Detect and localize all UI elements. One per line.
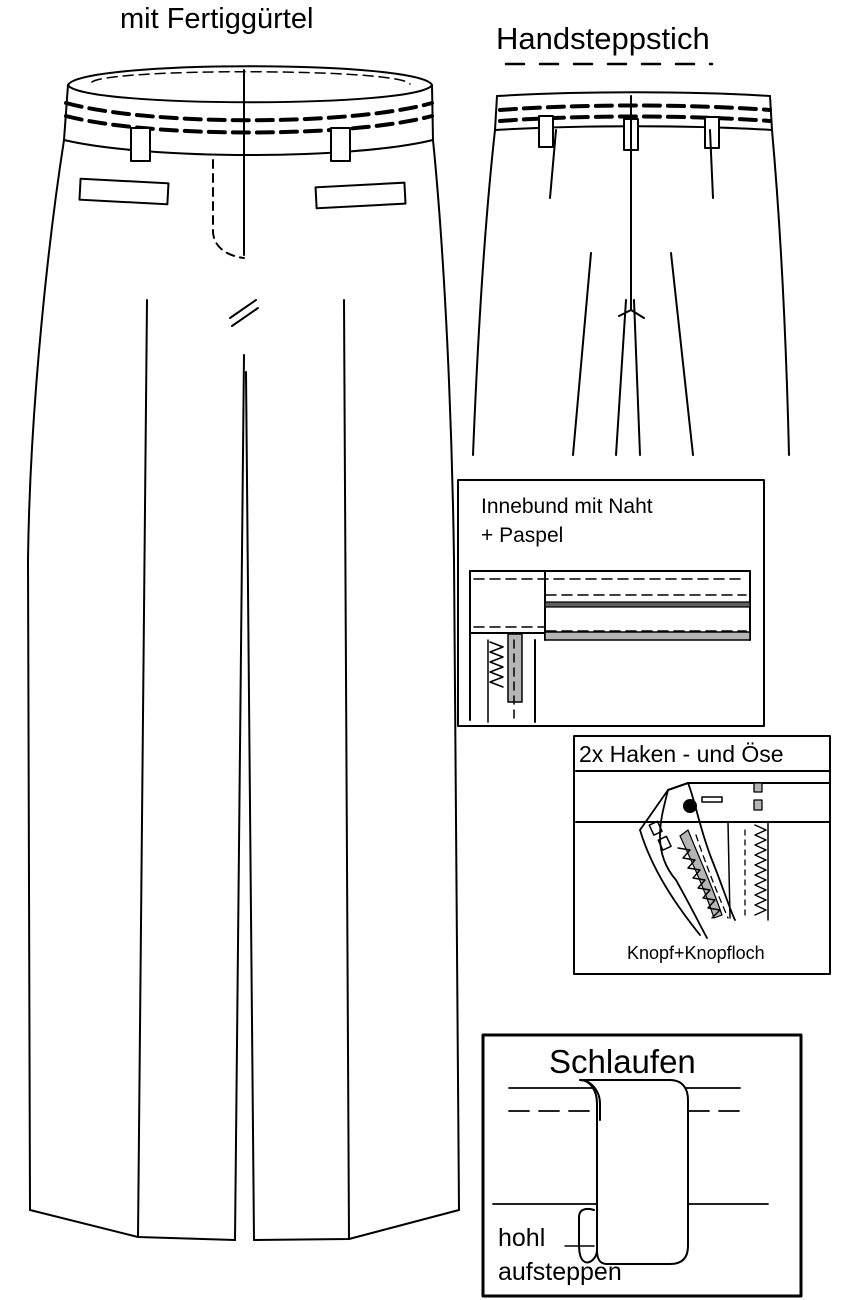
back-waistband-side-right — [770, 96, 772, 130]
back-waistband-top — [497, 92, 770, 96]
front-pocket-right — [316, 183, 406, 209]
front-fly-stitch — [213, 160, 244, 258]
belt-loop-label-line2: aufsteppen — [498, 1258, 622, 1286]
hook-flap-join — [668, 783, 688, 790]
back-crotch-right — [631, 310, 644, 318]
front-inseam-left — [235, 355, 244, 1240]
hook-zipper-teeth — [755, 825, 766, 915]
back-inseam-left — [616, 300, 626, 455]
inner-piping-upper — [545, 602, 750, 607]
back-view-title: Handsteppstich — [496, 21, 710, 56]
inner-zipper-tape — [508, 634, 522, 702]
back-side-seam-left — [473, 130, 495, 455]
front-waistband-side-left — [64, 85, 68, 140]
front-waistband-top — [68, 66, 432, 102]
front-waistband-side-right — [432, 85, 433, 140]
front-waistband-bottom — [64, 140, 433, 155]
hook-eye-bar — [702, 797, 722, 802]
hook-panel — [574, 736, 830, 974]
hook-detail-caption: Knopf+Knopfloch — [627, 943, 765, 963]
hook-detail-title: 2x Haken - und Öse — [579, 741, 784, 767]
back-inseam-right — [634, 300, 640, 455]
loop-bottom-fold — [579, 1209, 597, 1262]
loop-body — [580, 1080, 688, 1264]
front-side-seam-right — [433, 140, 459, 1210]
front-hem-right — [254, 1210, 459, 1240]
inner-zipper-teeth — [490, 642, 503, 687]
belt-loop-title: Schlaufen — [549, 1043, 696, 1080]
belt-loop-label-line1: hohl — [498, 1224, 546, 1252]
back-waistband-stitch-1 — [500, 106, 770, 111]
front-hem-left — [30, 1210, 235, 1240]
back-waistband-side-left — [495, 96, 497, 130]
back-belt-loop-left — [539, 116, 553, 147]
back-belt-loop-right — [705, 117, 719, 148]
front-belt-loop-left — [131, 128, 150, 161]
front-waistband-stitch-1 — [66, 103, 432, 120]
front-trousers — [28, 66, 459, 1240]
back-leg-crease-left — [573, 253, 591, 455]
inner-waistband-label-line1: Innebund mit Naht — [481, 495, 653, 518]
back-leg-crease-right — [671, 253, 693, 455]
hook-flap-grey-strip — [680, 830, 722, 918]
back-trousers — [473, 64, 789, 455]
front-crease-right — [344, 300, 349, 1239]
hook-icon-bottom — [754, 800, 762, 810]
front-crease-left — [138, 300, 147, 1237]
front-waistband-inner-stitch — [92, 72, 410, 84]
front-belt-loop-right — [331, 128, 350, 161]
front-inseam-right — [246, 372, 254, 1240]
button-icon — [684, 800, 696, 812]
inner-waistband-label-line2: + Paspel — [481, 524, 564, 547]
front-pocket-left — [79, 179, 168, 205]
front-view-title: mit Fertiggürtel — [120, 3, 314, 35]
front-break-mark-2 — [232, 308, 258, 326]
front-side-seam-left — [28, 140, 64, 1210]
inner-piping-lower — [545, 632, 750, 640]
hook-icon-top — [754, 783, 762, 792]
front-break-mark-1 — [230, 300, 256, 318]
back-side-seam-right — [772, 130, 789, 455]
